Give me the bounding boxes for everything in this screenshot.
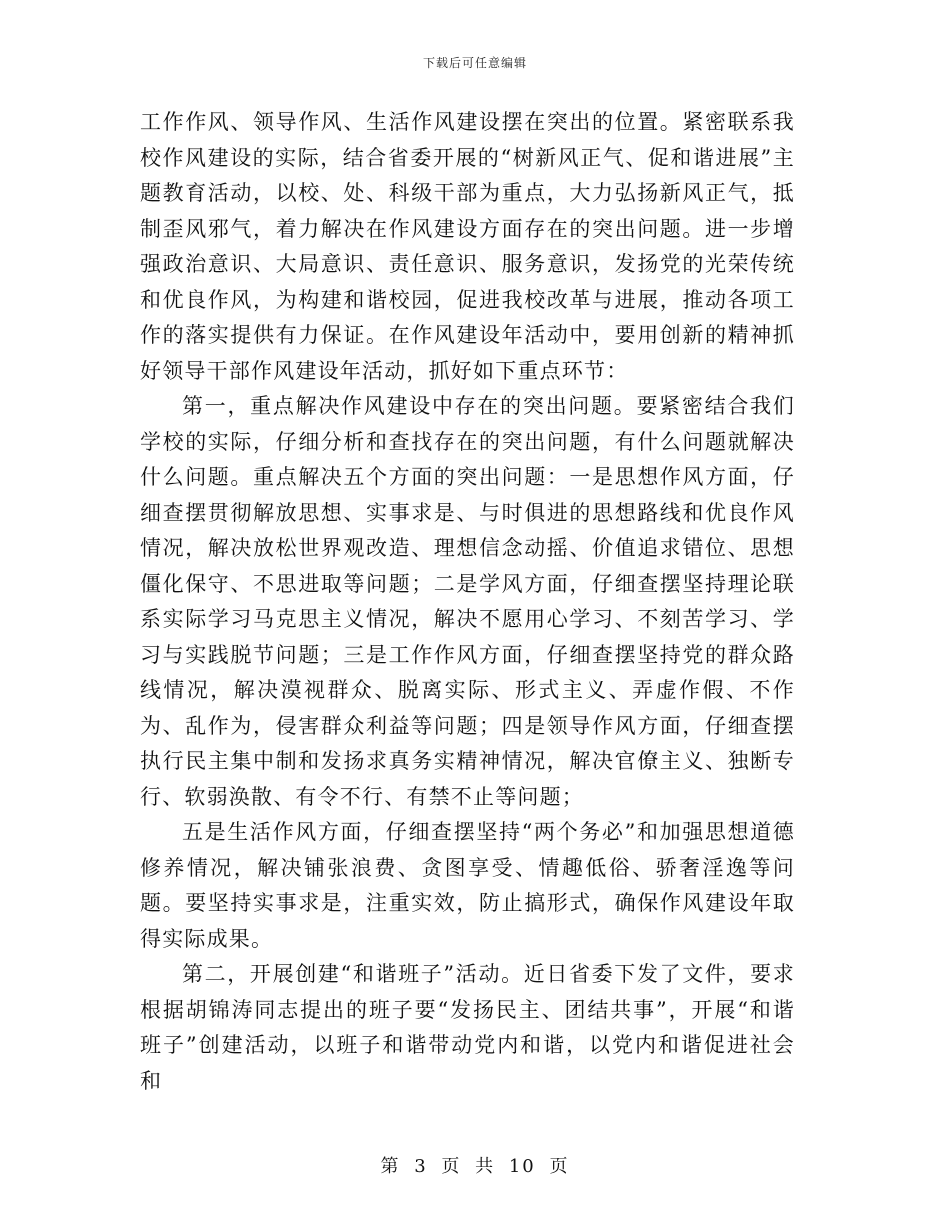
document-body (140, 105, 795, 1099)
paragraph-continuation: 工作作风、领导作风、生活作风建设摆在突出的位置。紧密联系我校作风建设的实际，结合省委开展的“树新风正气、促和谐进展”主题教育活动，以校、处、科级干部为重点，大力弘扬新风正气，抵制歪风邪气，着力解决在作风建设方面存在的突出问题。进一步增强政治意识、大局意识、责任意识、服务意识，发扬党的光荣传统和优良作风，为构建和谐校园，促进我校改革与进展，推动各项工作的落实提供有力保证。在作风建设年活动中，要用创新的精神抓好领导干部作风建设年活动，抓好如下重点环节： (140, 110, 795, 383)
paragraph-fifth-aspect: 五是生活作风方面，仔细查摆坚持“两个务必”和加强思想道德修养情况，解决铺张浪费、贪图享受、情趣低俗、骄奢淫逸等问题。要坚持实事求是，注重实效，防止搞形式，确保作风建设年取得实际成果。 (140, 820, 795, 951)
paragraph-second-point: 第二，开展创建“和谐班子”活动。近日省委下发了文件，要求根据胡锦涛同志提出的班子要“发扬民主、团结共事”，开展“和谐班子”创建活动，以班子和谐带动党内和谐，以党内和谐促进社会和 (140, 962, 795, 1093)
page-header: 下载后可任意编辑 (422, 56, 527, 70)
paragraph-first-point: 第一，重点解决作风建设中存在的突出问题。要紧密结合我们学校的实际，仔细分析和查找存在的突出问题，有什么问题就解决什么问题。重点解决五个方面的突出问题：一是思想作风方面，仔细查摆贯彻解放思想、实事求是、与时俱进的思想路线和优良作风情况，解决放松世界观改造、理想信念动摇、价值追求错位、思想僵化保守、不思进取等问题；二是学风方面，仔细查摆坚持理论联系实际学习马克思主义情况，解决不愿用心学习、不刻苦学习、学习与实践脱节问题；三是工作作风方面，仔细查摆坚持党的群众路线情况，解决漠视群众、脱离实际、形式主义、弄虚作假、不作为、乱作为，侵害群众利益等问题；四是领导作风方面，仔细查摆执行民主集中制和发扬求真务实精神情况，解决官僚主义、独断专行、软弱涣散、有令不行、有禁不止等问题； (140, 394, 795, 809)
page-number-footer: 第 3 页 共 10 页 (380, 1156, 570, 1177)
